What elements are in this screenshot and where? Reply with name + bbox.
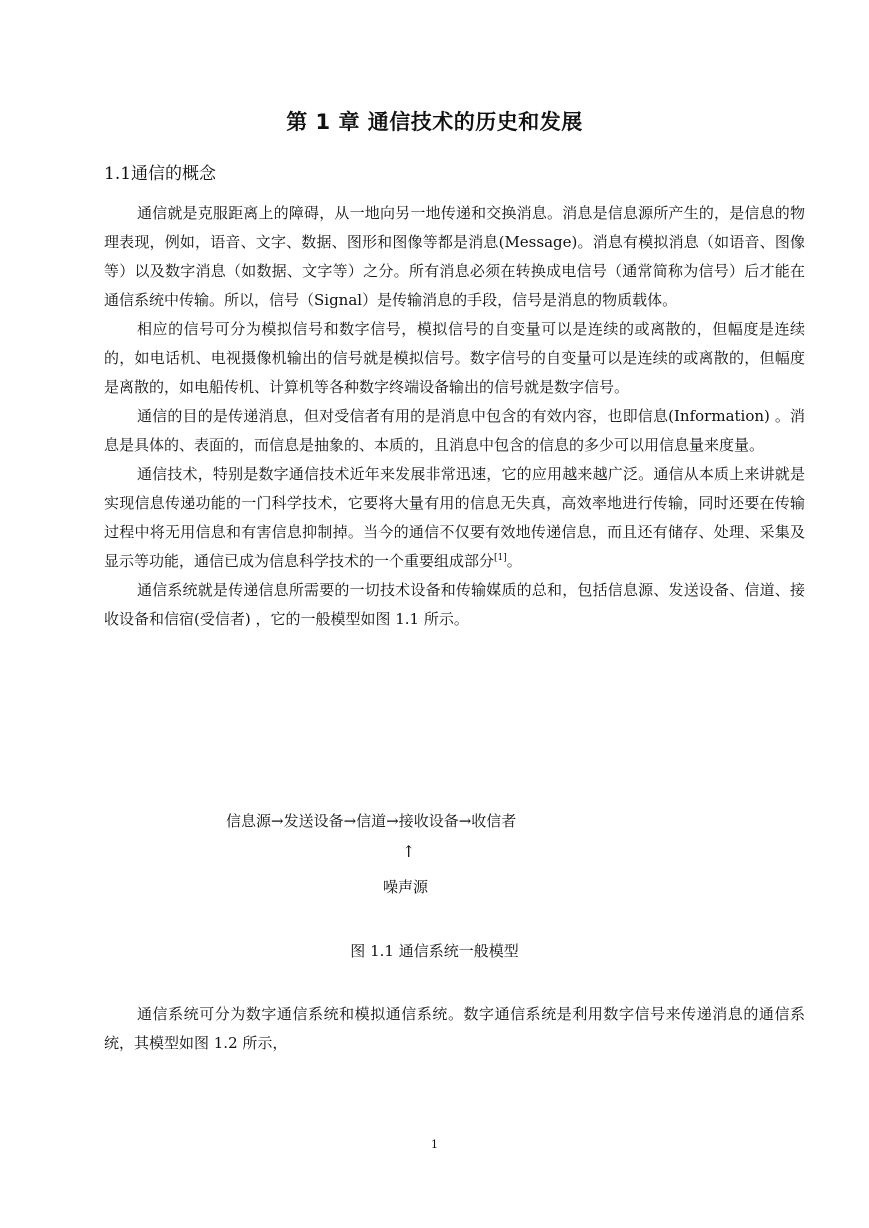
paragraph-4-end: 。: [506, 552, 522, 570]
body-text-continued: [104, 1000, 805, 1058]
up-arrow-icon: ↑: [402, 842, 416, 861]
paragraph-5: 通信系统就是传递信息所需要的一切技术设备和传输媒质的总和，包括信息源、发送设备、信道、接收设备和信宿(受信者) ，它的一般模型如图 1.1 所示。: [104, 581, 805, 628]
page-number: 1: [431, 1138, 438, 1151]
paragraph-2: 相应的信号可分为模拟信号和数字信号，模拟信号的自变量可以是连续的或离散的，但幅度是连续的，如电话机、电视摄像机输出的信号就是模拟信号。数字信号的自变量可以是连续的或离散的，但幅度是离散的，如电船传机、计算机等各种数字终端设备输出的信号就是数字信号。: [104, 320, 805, 396]
paragraph-1: 通信就是克服距离上的障碍，从一地向另一地传递和交换消息。消息是信息源所产生的，是信息的物理表现，例如，语音、文字、数据、图形和图像等都是消息(Message)。消息有模拟消息（如语音、图像等）以及数字消息（如数据、文字等）之分。所有消息必须在转换成电信号（通常简称为信号）后才能在通信系统中传输。所以，信号（Signal）是传输消息的手段，信号是消息的物质载体。: [104, 204, 805, 309]
chapter-title: 第 1 章 通信技术的历史和发展: [286, 110, 583, 134]
model-chain: 信息源→发送设备→信道→接收设备→收信者: [226, 812, 517, 830]
paragraph-4-text: 通信技术，特别是数字通信技术近年来发展非常迅速，它的应用越来越广泛。通信从本质上来讲就是实现信息传递功能的一门科学技术，它要将大量有用的信息无失真，高效率地进行传输，同时还要在传输过程中将无用信息和有害信息抑制掉。当今的通信不仅要有效地传递信息，而且还有储存、处理、采集及显示等功能，通信已成为信息科学技术的一个重要组成部分: [104, 465, 805, 570]
paragraph-3: 通信的目的是传递消息，但对受信者有用的是消息中包含的有效内容，也即信息(Information) 。消息是具体的、表面的，而信息是抽象的、本质的，且消息中包含的信息的多少可以用信息量来度量。: [104, 407, 805, 454]
body-text: [104, 199, 805, 634]
figure-caption: 图 1.1 通信系统一般模型: [350, 942, 519, 960]
citation-marker[interactable]: [1]: [494, 553, 507, 563]
paragraph-6: 通信系统可分为数字通信系统和模拟通信系统。数字通信系统是利用数字信号来传递消息的通信系统，其模型如图 1.2 所示，: [104, 1005, 805, 1052]
section-heading: 1.1通信的概念: [104, 164, 217, 184]
paragraph-4: [104, 460, 805, 576]
noise-source-label: 噪声源: [383, 878, 429, 896]
